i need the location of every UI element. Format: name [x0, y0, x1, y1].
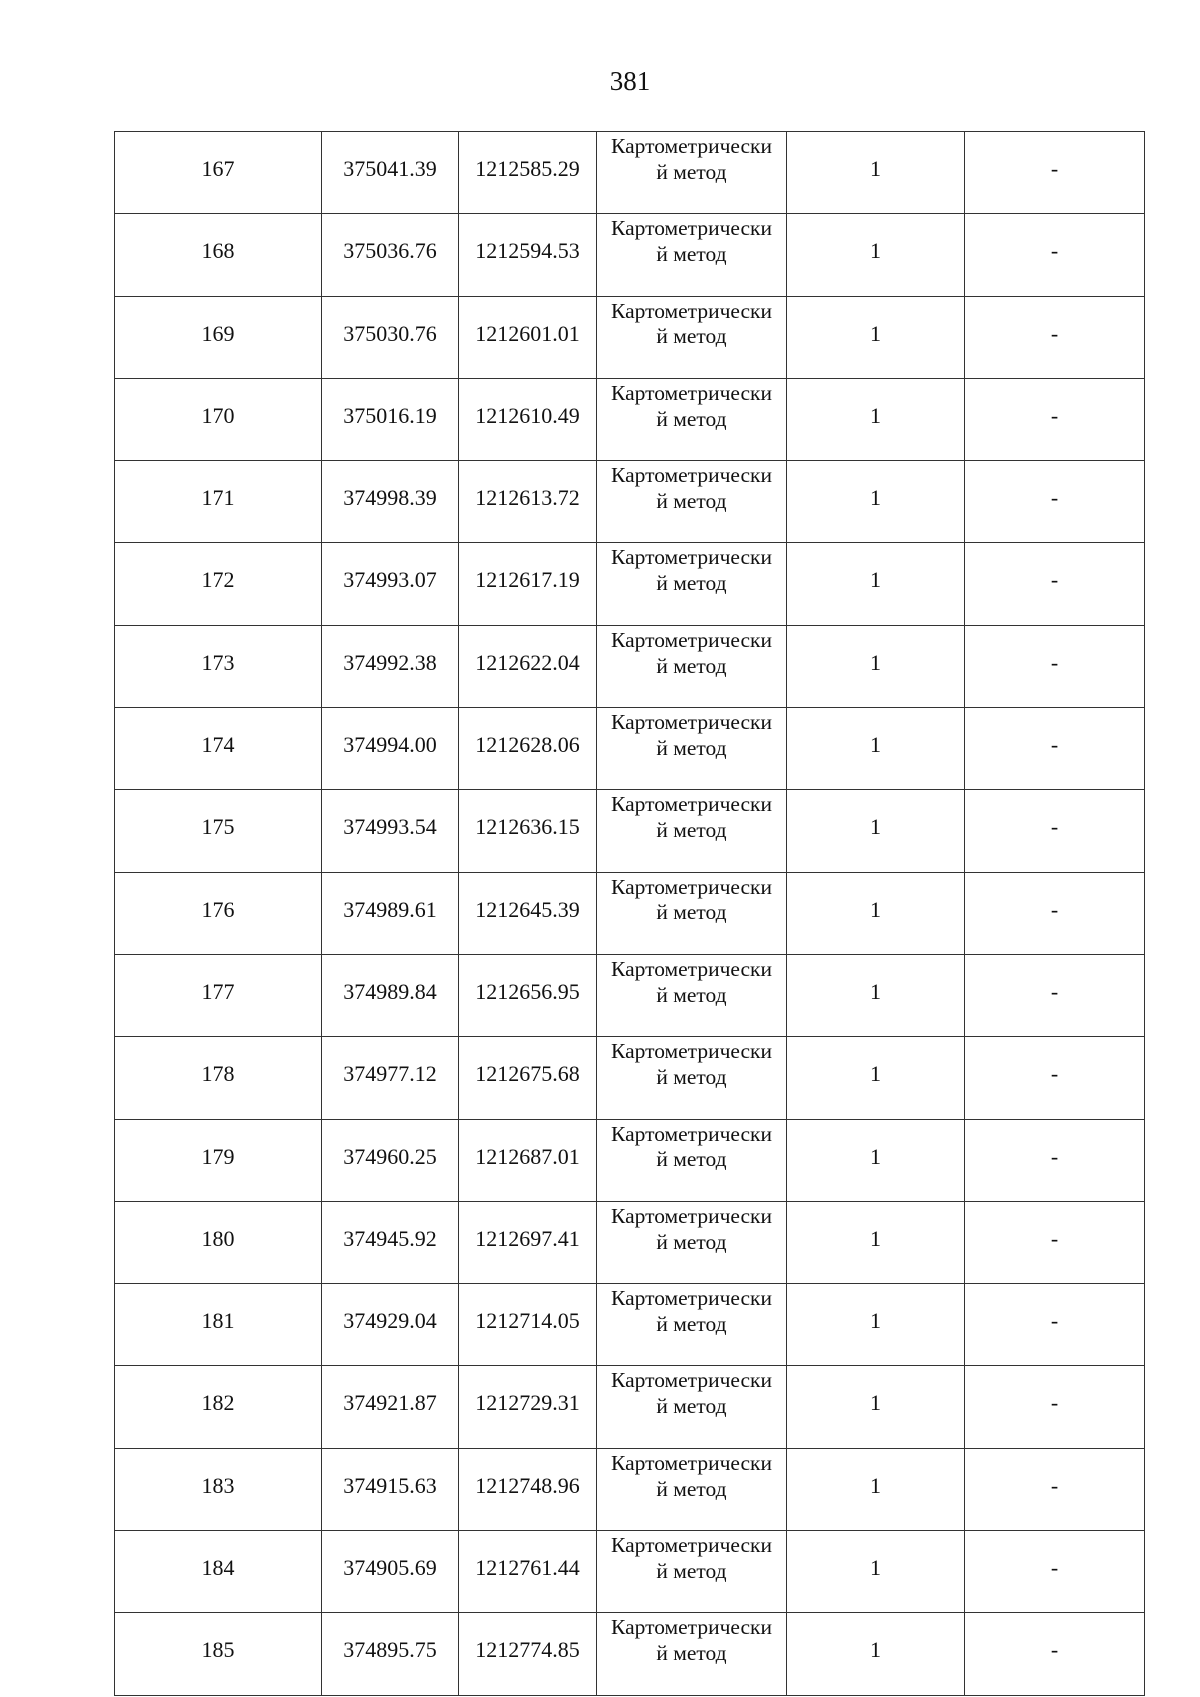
x-coordinate-cell: 374977.12	[322, 1037, 459, 1119]
accuracy-cell: 1	[787, 1531, 965, 1613]
method-cell	[597, 790, 787, 872]
note-cell: -	[965, 954, 1145, 1036]
point-number-cell: 181	[115, 1284, 322, 1366]
method-line-2: й метод	[656, 242, 727, 267]
y-coordinate-cell: 1212613.72	[459, 461, 597, 543]
accuracy-cell: 1	[787, 1284, 965, 1366]
accuracy-cell: 1	[787, 954, 965, 1036]
y-coordinate-cell: 1212697.41	[459, 1201, 597, 1283]
method-line-2: й метод	[656, 1558, 727, 1583]
y-coordinate-cell: 1212645.39	[459, 872, 597, 954]
method-line-2: й метод	[656, 1394, 727, 1419]
accuracy-cell: 1	[787, 214, 965, 296]
method-line-1: Картометрически	[611, 627, 772, 652]
y-coordinate-cell: 1212748.96	[459, 1448, 597, 1530]
method-line-1: Картометрически	[611, 1121, 772, 1146]
note-cell: -	[965, 1531, 1145, 1613]
x-coordinate-cell: 374989.84	[322, 954, 459, 1036]
method-cell	[597, 543, 787, 625]
method-line-1: Картометрически	[611, 1039, 772, 1064]
method-line-2: й метод	[656, 1641, 727, 1666]
table-row	[115, 132, 1145, 214]
method-line-1: Картометрически	[611, 380, 772, 405]
table-row	[115, 790, 1145, 872]
accuracy-cell: 1	[787, 461, 965, 543]
point-number-cell: 167	[115, 132, 322, 214]
x-coordinate-cell: 374989.61	[322, 872, 459, 954]
x-coordinate-cell: 374993.07	[322, 543, 459, 625]
y-coordinate-cell: 1212761.44	[459, 1531, 597, 1613]
method-line-1: Картометрически	[611, 1286, 772, 1311]
accuracy-cell: 1	[787, 132, 965, 214]
note-cell: -	[965, 790, 1145, 872]
method-line-1: Картометрически	[611, 216, 772, 241]
method-line-1: Картометрически	[611, 1368, 772, 1393]
point-number-cell: 168	[115, 214, 322, 296]
note-cell: -	[965, 378, 1145, 460]
table-row	[115, 1037, 1145, 1119]
table-row	[115, 214, 1145, 296]
x-coordinate-cell: 374929.04	[322, 1284, 459, 1366]
y-coordinate-cell: 1212687.01	[459, 1119, 597, 1201]
x-coordinate-cell: 374905.69	[322, 1531, 459, 1613]
table-row	[115, 461, 1145, 543]
method-line-2: й метод	[656, 406, 727, 431]
x-coordinate-cell: 374998.39	[322, 461, 459, 543]
method-line-2: й метод	[656, 982, 727, 1007]
point-number-cell: 177	[115, 954, 322, 1036]
x-coordinate-cell: 374960.25	[322, 1119, 459, 1201]
note-cell: -	[965, 1201, 1145, 1283]
note-cell: -	[965, 296, 1145, 378]
y-coordinate-cell: 1212622.04	[459, 625, 597, 707]
coordinates-table	[114, 131, 1145, 1696]
accuracy-cell: 1	[787, 708, 965, 790]
table-row	[115, 296, 1145, 378]
accuracy-cell: 1	[787, 1366, 965, 1448]
method-line-2: й метод	[656, 1065, 727, 1090]
method-cell	[597, 214, 787, 296]
method-line-2: й метод	[656, 818, 727, 843]
x-coordinate-cell: 374895.75	[322, 1613, 459, 1695]
x-coordinate-cell: 374992.38	[322, 625, 459, 707]
note-cell: -	[965, 1284, 1145, 1366]
x-coordinate-cell: 375016.19	[322, 378, 459, 460]
y-coordinate-cell: 1212610.49	[459, 378, 597, 460]
y-coordinate-cell: 1212636.15	[459, 790, 597, 872]
note-cell: -	[965, 1366, 1145, 1448]
method-cell	[597, 461, 787, 543]
method-cell	[597, 1037, 787, 1119]
y-coordinate-cell: 1212594.53	[459, 214, 597, 296]
accuracy-cell: 1	[787, 790, 965, 872]
x-coordinate-cell: 374921.87	[322, 1366, 459, 1448]
note-cell: -	[965, 461, 1145, 543]
note-cell: -	[965, 132, 1145, 214]
method-line-2: й метод	[656, 1147, 727, 1172]
table-row	[115, 543, 1145, 625]
note-cell: -	[965, 708, 1145, 790]
method-cell	[597, 872, 787, 954]
x-coordinate-cell: 374945.92	[322, 1201, 459, 1283]
method-cell	[597, 378, 787, 460]
y-coordinate-cell: 1212628.06	[459, 708, 597, 790]
point-number-cell: 170	[115, 378, 322, 460]
point-number-cell: 173	[115, 625, 322, 707]
point-number-cell: 178	[115, 1037, 322, 1119]
table-row	[115, 708, 1145, 790]
method-cell	[597, 1613, 787, 1695]
x-coordinate-cell: 374915.63	[322, 1448, 459, 1530]
method-cell	[597, 1119, 787, 1201]
note-cell: -	[965, 1448, 1145, 1530]
point-number-cell: 185	[115, 1613, 322, 1695]
table-row	[115, 1448, 1145, 1530]
point-number-cell: 169	[115, 296, 322, 378]
method-line-1: Картометрически	[611, 298, 772, 323]
point-number-cell: 172	[115, 543, 322, 625]
accuracy-cell: 1	[787, 378, 965, 460]
accuracy-cell: 1	[787, 1201, 965, 1283]
note-cell: -	[965, 872, 1145, 954]
y-coordinate-cell: 1212601.01	[459, 296, 597, 378]
x-coordinate-cell: 375036.76	[322, 214, 459, 296]
method-line-2: й метод	[656, 735, 727, 760]
y-coordinate-cell: 1212729.31	[459, 1366, 597, 1448]
method-line-1: Картометрически	[611, 545, 772, 570]
point-number-cell: 171	[115, 461, 322, 543]
note-cell: -	[965, 625, 1145, 707]
method-line-2: й метод	[656, 653, 727, 678]
method-line-2: й метод	[656, 324, 727, 349]
table-row	[115, 1284, 1145, 1366]
method-line-1: Картометрически	[611, 956, 772, 981]
note-cell: -	[965, 1037, 1145, 1119]
method-cell	[597, 954, 787, 1036]
page-number: 381	[609, 66, 651, 96]
note-cell: -	[965, 1119, 1145, 1201]
accuracy-cell: 1	[787, 1448, 965, 1530]
method-cell	[597, 1366, 787, 1448]
y-coordinate-cell: 1212617.19	[459, 543, 597, 625]
point-number-cell: 180	[115, 1201, 322, 1283]
table-row	[115, 1613, 1145, 1695]
method-line-2: й метод	[656, 1229, 727, 1254]
method-line-2: й метод	[656, 571, 727, 596]
x-coordinate-cell: 375030.76	[322, 296, 459, 378]
point-number-cell: 183	[115, 1448, 322, 1530]
point-number-cell: 179	[115, 1119, 322, 1201]
point-number-cell: 176	[115, 872, 322, 954]
table-row	[115, 1366, 1145, 1448]
point-number-cell: 182	[115, 1366, 322, 1448]
method-line-2: й метод	[656, 1311, 727, 1336]
point-number-cell: 184	[115, 1531, 322, 1613]
table-row	[115, 1119, 1145, 1201]
method-line-1: Картометрически	[611, 710, 772, 735]
y-coordinate-cell: 1212714.05	[459, 1284, 597, 1366]
y-coordinate-cell: 1212585.29	[459, 132, 597, 214]
method-line-1: Картометрически	[611, 1533, 772, 1558]
table-row	[115, 1201, 1145, 1283]
method-line-2: й метод	[656, 900, 727, 925]
table-row	[115, 954, 1145, 1036]
method-line-1: Картометрически	[611, 792, 772, 817]
note-cell: -	[965, 1613, 1145, 1695]
table-row	[115, 378, 1145, 460]
method-line-2: й метод	[656, 1476, 727, 1501]
method-line-1: Картометрически	[611, 874, 772, 899]
x-coordinate-cell: 375041.39	[322, 132, 459, 214]
method-cell	[597, 296, 787, 378]
method-cell	[597, 708, 787, 790]
y-coordinate-cell: 1212774.85	[459, 1613, 597, 1695]
method-cell	[597, 1284, 787, 1366]
table-row	[115, 1531, 1145, 1613]
method-cell	[597, 1201, 787, 1283]
point-number-cell: 175	[115, 790, 322, 872]
method-cell	[597, 1448, 787, 1530]
method-cell	[597, 625, 787, 707]
table-body	[115, 132, 1145, 1696]
note-cell: -	[965, 214, 1145, 296]
point-number-cell: 174	[115, 708, 322, 790]
y-coordinate-cell: 1212675.68	[459, 1037, 597, 1119]
accuracy-cell: 1	[787, 625, 965, 707]
method-line-1: Картометрически	[611, 1450, 772, 1475]
method-line-1: Картометрически	[611, 1203, 772, 1228]
accuracy-cell: 1	[787, 872, 965, 954]
method-cell	[597, 1531, 787, 1613]
table-row	[115, 872, 1145, 954]
x-coordinate-cell: 374993.54	[322, 790, 459, 872]
method-line-1: Картометрически	[611, 134, 772, 158]
method-line-2: й метод	[656, 159, 727, 184]
method-line-1: Картометрически	[611, 463, 772, 488]
method-line-2: й метод	[656, 488, 727, 513]
accuracy-cell: 1	[787, 296, 965, 378]
table-row	[115, 625, 1145, 707]
accuracy-cell: 1	[787, 1119, 965, 1201]
x-coordinate-cell: 374994.00	[322, 708, 459, 790]
accuracy-cell: 1	[787, 1613, 965, 1695]
y-coordinate-cell: 1212656.95	[459, 954, 597, 1036]
method-line-1: Картометрически	[611, 1615, 772, 1640]
method-cell	[597, 132, 787, 214]
accuracy-cell: 1	[787, 1037, 965, 1119]
note-cell: -	[965, 543, 1145, 625]
accuracy-cell: 1	[787, 543, 965, 625]
